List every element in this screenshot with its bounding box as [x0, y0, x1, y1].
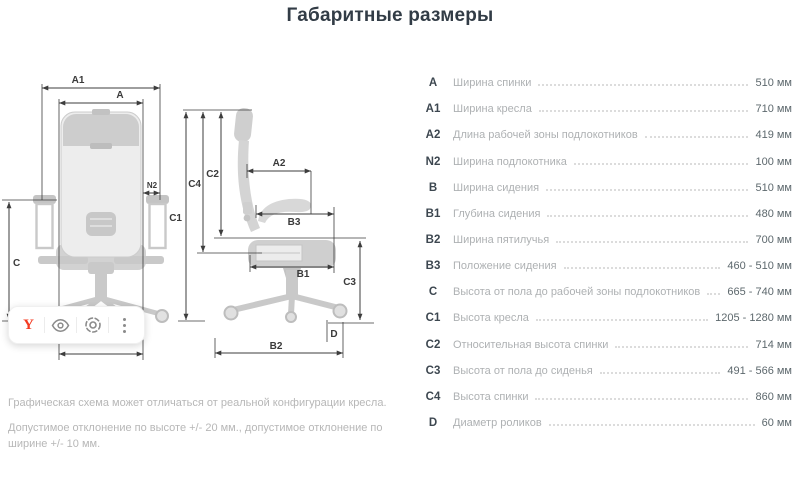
table-row: [420, 357, 792, 383]
dim-code: C4: [425, 390, 441, 403]
dim-label-b3: B3: [287, 217, 301, 228]
dim-value: 100 мм: [755, 155, 792, 168]
dim-value: 860 мм: [755, 390, 792, 403]
dim-value: 460 - 510 мм: [727, 260, 792, 273]
dim-label: Глубина сидения: [453, 207, 541, 220]
dim-label-c: C: [13, 258, 21, 269]
dim-label: Высота от пола до рабочей зоны подлокотников: [453, 286, 701, 299]
dim-value: 510 мм: [755, 181, 792, 194]
dim-code: D: [428, 416, 438, 429]
dim-label: Высота спинки: [453, 390, 529, 403]
page-title: Габаритные размеры: [286, 5, 494, 26]
more-options-button[interactable]: [111, 310, 138, 340]
table-row: [420, 278, 792, 304]
dim-label: Ширина пятилучья: [453, 233, 550, 246]
yandex-logo: Y: [23, 316, 34, 333]
dim-code: A1: [425, 103, 441, 116]
table-row: [420, 330, 792, 356]
table-row: [420, 174, 792, 200]
dim-label-c3: C3: [343, 277, 356, 288]
table-row: [420, 252, 792, 278]
dim-value: 510 мм: [755, 77, 792, 90]
eye-icon: [51, 318, 70, 333]
dim-label: Длина рабочей зоны подлокотников: [453, 129, 638, 142]
dim-value: 710 мм: [755, 103, 792, 116]
search-by-image-button[interactable]: [79, 310, 106, 340]
dim-label-d: D: [330, 329, 338, 340]
dim-code: C2: [425, 338, 441, 351]
dim-code: B: [428, 181, 438, 194]
image-overlay-toolbar: [8, 306, 145, 344]
table-row: [420, 200, 792, 226]
dim-label: Относительная высота спинки: [453, 338, 609, 351]
dim-value: 665 - 740 мм: [727, 286, 792, 299]
kebab-menu-icon: [123, 318, 126, 333]
leader-dots: [615, 346, 748, 348]
toolbar-divider: [108, 317, 109, 333]
leader-dots: [556, 241, 748, 243]
dim-code: N2: [425, 155, 441, 168]
view-image-button[interactable]: [47, 310, 74, 340]
dim-value: 60 мм: [761, 416, 792, 429]
dim-label: Ширина сидения: [453, 181, 540, 194]
search-by-image-icon: [84, 316, 102, 334]
dim-code: C1: [425, 312, 441, 325]
dim-label: Ширина спинки: [453, 77, 532, 90]
dim-code: A: [428, 77, 438, 90]
dim-value: 714 мм: [755, 338, 792, 351]
dim-code: A2: [425, 129, 441, 142]
leader-dots: [546, 189, 748, 191]
leader-dots: [539, 110, 749, 112]
dim-code: C3: [425, 364, 441, 377]
leader-dots: [536, 319, 708, 321]
disclaimer-tolerance: Допустимое отклонение по высоте +/- 20 мм., допустимое отклонение по ширине +/- 10 мм.: [8, 422, 383, 450]
dim-label-c4: C4: [188, 179, 201, 190]
leader-dots: [549, 424, 755, 426]
dim-label-n2: N2: [146, 181, 158, 190]
dim-label: Ширина кресла: [453, 103, 532, 116]
dim-code: B1: [425, 207, 441, 220]
dim-label: Диаметр роликов: [453, 416, 542, 429]
leader-dots: [645, 136, 749, 138]
dim-code: B3: [425, 260, 441, 273]
dim-value: 419 мм: [755, 129, 792, 142]
dim-label-c2: C2: [206, 169, 219, 180]
toolbar-divider: [44, 317, 45, 333]
leader-dots: [538, 84, 748, 86]
table-row: [420, 95, 792, 121]
dim-label-a1: A1: [71, 75, 85, 86]
table-row: [420, 69, 792, 95]
leader-dots: [535, 398, 748, 400]
table-row: [420, 226, 792, 252]
table-row: [420, 147, 792, 173]
table-row: [420, 304, 792, 330]
leader-dots: [707, 293, 720, 295]
dim-label-a: A: [116, 90, 124, 101]
leader-dots: [547, 215, 748, 217]
dim-value: 700 мм: [755, 233, 792, 246]
table-row: [420, 409, 792, 435]
dim-code: C: [428, 286, 438, 299]
dim-value: 491 - 566 мм: [727, 364, 792, 377]
disclaimer-configuration: Графическая схема может отличаться от реальной конфигурации кресла.: [8, 397, 387, 409]
dim-label: Ширина подлокотника: [453, 155, 567, 168]
leader-dots: [600, 372, 721, 374]
dim-code: B2: [425, 233, 441, 246]
table-row: [420, 121, 792, 147]
dim-value: 1205 - 1280 мм: [715, 312, 792, 325]
toolbar-divider: [76, 317, 77, 333]
dim-label-b1: B1: [296, 269, 310, 280]
leader-dots: [564, 267, 721, 269]
dim-label: Высота от пола до сиденья: [453, 364, 593, 377]
front-view-chair: [33, 109, 169, 327]
side-view-chair: [225, 107, 347, 322]
yandex-button[interactable]: [15, 310, 42, 340]
leader-dots: [574, 163, 749, 165]
dim-label: Высота кресла: [453, 312, 529, 325]
table-row: [420, 383, 792, 409]
dim-value: 480 мм: [755, 207, 792, 220]
dim-label-c1: C1: [169, 213, 182, 224]
dim-label-a2: A2: [272, 158, 286, 169]
dim-label: Положение сидения: [453, 260, 557, 273]
dim-label-b2: B2: [269, 341, 283, 352]
dimensions-table: [420, 69, 792, 435]
side-view-dimensions: [178, 110, 374, 358]
